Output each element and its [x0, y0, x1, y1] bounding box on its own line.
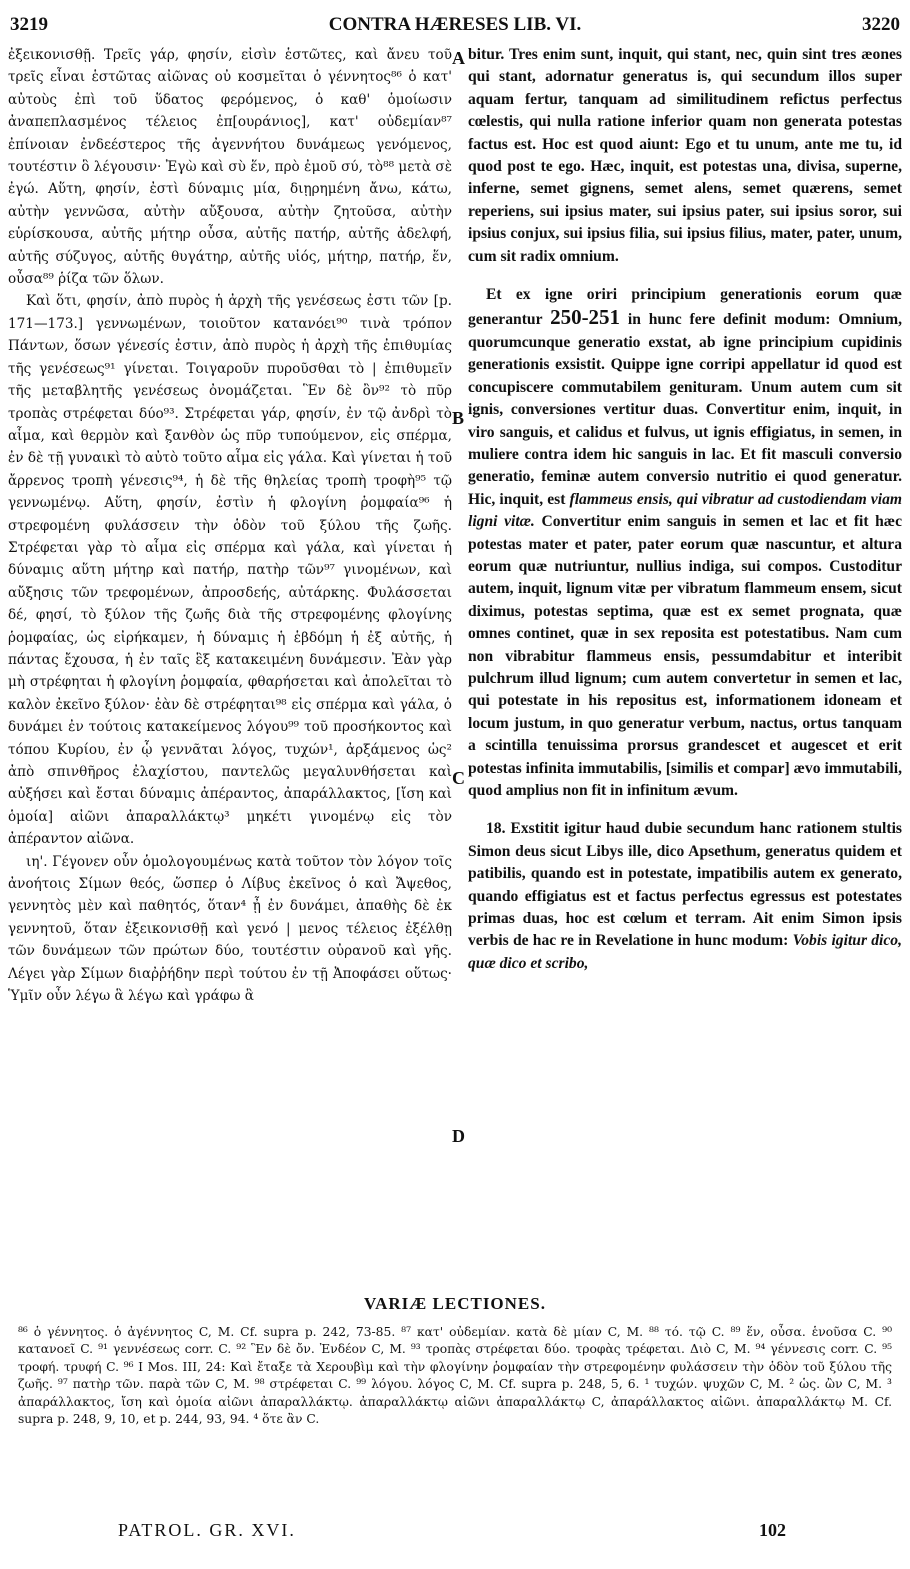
- latin-paragraph-3: [468, 818, 902, 975]
- greek-paragraph-3: ιη'. Γέγονεν οὖν ὁμολογουμένως κατὰ τοῦτον τὸν λόγον τοῖς ἀνοήτοις Σίμων θεός, ὥσπερ ὁ Λίβυς ἐκεῖνος ὁ καὶ Ἄψεθος, γεννητὸς μὲν καὶ παθητός, ὅταν⁴ ᾖ ἐν δυνάμει, ἀπαθὴς δὲ ἐκ γεννητοῦ, ὅταν ἐξεικονισθῇ καὶ γενό | μενος τέλειος ἐξέλθῃ τῶν δυνάμεων τῶν πρώτων δύο, τουτέστιν οὐρανοῦ καὶ γῆς. Λέγει γὰρ Σίμων διαῤῥήδην περὶ τούτου ἐν τῇ Ἀποφάσει οὕτως· Ὑμῖν οὖν λέγω ἃ λέγω καὶ γράφω ἃ: [8, 853, 452, 1005]
- latin-paragraph-1: bitur. Tres enim sunt, inquit, qui stant, nec, quin sint tres æones qui stant, adornatur generatus is, qui secundum illos super aquam fertur, tanquam ad similitudinem refictus perfectus cœlestis, qui nulla ratione inferior quam non generata potestas factus est. Hoc est quod aiunt: Ego et tu unum, ante me tu, id quod post te ego. Hæc, inquit, est potestas una, divisa, superne, inferne, semet gignens, semet alens, semet quærens, semet reperiens, sui ipsius mater, sui ipsius pater, sui ipsius soror, sui ipsius conjux, sui ipsius filia, sui ipsius filius, mater, pater, unum, cum sit radix omnium.: [468, 46, 902, 265]
- right-column-number: 3220: [862, 14, 900, 35]
- margin-letter-c: C: [452, 768, 465, 788]
- page-footer: [0, 1520, 910, 1546]
- left-column-number: 3219: [10, 14, 48, 35]
- variae-lectiones-title: VARIÆ LECTIONES.: [364, 1294, 546, 1313]
- greek-paragraph-2: Καὶ ὅτι, φησίν, ἀπὸ πυρὸς ἡ ἀρχὴ τῆς γενέσεως ἐστι τῶν [p. 171—173.] γεννωμένων, τοιοῦτον κατανόει⁹⁰ τινὰ τρόπον Πάντων, ὅσων γένεσίς ἐστιν, ἀπὸ πυρὸς ἡ ἀρχὴ τῆς ἐπιθυμίας τῆς γενέσεως⁹¹ γίνεται. Τοιγαροῦν πυροῦσθαι τὸ | ἐπιθυμεῖν τῆς μεταβλητῆς γενέσεως ὀνομάζεται. Ἓν δὲ ὂν⁹² τὸ πῦρ τροπὰς στρέφεται δύο⁹³. Στρέφεται γάρ, φησίν, ἐν τῷ ἀνδρὶ τὸ αἷμα, καὶ θερμὸν καὶ ξανθὸν ὡς πῦρ τυπούμενον, εἰς σπέρμα, ἐν δὲ τῇ γυναικὶ τὸ αὐτὸ τοῦτο αἷμα εἰς γάλα. Καὶ γίνεται ἡ τοῦ ἄρρενος τροπὴ γένεσις⁹⁴, ἡ δὲ τῆς θηλείας τροπὴ τροφὴ⁹⁵ τῷ γεννωμένῳ. Αὕτη, φησίν, ἐστὶν ἡ φλογίνη ῥομφαία⁹⁶ ἡ στρεφομένη φυλάσσειν τὴν ὁδὸν τοῦ ξύλου τῆς ζωῆς. Στρέφεται γὰρ τὸ αἷμα εἰς σπέρμα καὶ γάλα, καὶ γίνεται ἡ δύναμις αὕτη μήτηρ καὶ πατήρ, πατὴρ τῶν⁹⁷ γινομένων, καὶ αὔξησις τῶν τρεφομένων, ἀπροσδεής, αὐτάρκης. Φυλάσσεται δέ, φησί, τὸ ξύλον τῆς ζωῆς διὰ τῆς στρεφομένης φλογίνης ῥομφαίας, ὡς εἰρήκαμεν, ἡ δύναμις ἡ ἑβδόμη ἡ ἐξ αὐτῆς, ἡ πάντας ἔχουσα, ἡ ἐν ταῖς ἓξ κατακειμένη δυνάμεσιν. Ἐὰν γὰρ μὴ στρέφηται ἡ φλογίνη ῥομφαία, φθαρήσεται καὶ ἀπολεῖται τὸ καλὸν ἐκεῖνο ξύλον· ἐὰν δὲ στρέφηται⁹⁸ εἰς σπέρμα καὶ γάλα, ὁ δυνάμει ἐν τούτοις κατακείμενος λόγου⁹⁹ τοῦ προσήκοντος καὶ τόπου Κυρίου, ἐν ᾧ γεννᾶται λόγος, τυχών¹, ἀρξάμενος ὡς² ἀπὸ σπινθῆρος ἐλαχίστου, παντελῶς μεγαλυνθήσεται καὶ αὐξήσει καὶ ἔσται δύναμις ἀπέραντος, ἀπαράλλακτος, [ἴση καὶ ὁμοία] αἰῶνι ἀπαραλλάκτῳ³ μηκέτι γινομένῳ εἰς τὸν ἀπέραντον αἰῶνα.: [8, 293, 452, 848]
- footer-series: PATROL. GR. XVI.: [118, 1520, 296, 1540]
- running-header: [10, 14, 900, 40]
- margin-letter-a: A: [452, 48, 465, 68]
- margin-letter-d: D: [452, 1126, 465, 1146]
- latin-quote: flammeus ensis, qui vibratur ad custodiendam viam ligni vitæ.: [468, 490, 902, 531]
- page-reference-number: 250-251: [550, 305, 621, 330]
- latin-paragraph-2-middle: in hunc fere definit modum: Omnium, quorumcunque generatio exstat, ab igne principium cupidinis generationis exsistit. Quippe igne corripi appellatur id quod est concupiscere commutabilem genituram. Unum autem cum sit ignis, conversiones vertitur duas. Convertitur enim, inquit, in viro sanguis, et calidus et fulvus, ut ignis effigiatus, in semen, in muliere contra idem hic sanguis in lac. Et fit masculi conversio generatio, feminæ autem conversio nutritio ei quod generatur. Hic, inquit, est: [468, 311, 902, 508]
- greek-column: [8, 44, 452, 1007]
- greek-paragraph-1: ἐξεικονισθῇ. Τρεῖς γάρ, φησίν, εἰσὶν ἑστῶτες, καὶ ἄνευ τοῦ τρεῖς εἶναι ἑστῶτας αἰῶνας οὐ κοσμεῖται ὁ γέννητος⁸⁶ ὁ κατ' αὐτοὺς ἐπὶ τοῦ ὕδατος φερόμενος, ὁ καθ' ὁμοίωσιν ἀναπεπλασμένος τέλειος ἐπ[ουράνιος], κατ' οὐδεμίαν⁸⁷ ἐπίνοιαν ἐνδεέστερος τῆς ἀγεννήτου δυνάμεως γενόμενος, τουτέστιν ὃ λέγουσιν· Ἐγὼ καὶ σὺ ἕν, πρὸ ἐμοῦ σύ, τὸ⁸⁸ μετὰ σὲ ἐγώ. Αὕτη, φησίν, ἐστὶ δύναμις μία, διῃρημένη ἄνω, κάτω, αὐτὴν γεννῶσα, αὐτὴν αὔξουσα, αὐτὴν ζητοῦσα, αὐτὴν εὑρίσκουσα, αὐτῆς μήτηρ οὖσα, αὐτῆς πατήρ, αὐτῆς ἀδελφή, αὐτῆς σύζυγος, αὐτῆς θυγάτηρ, αὐτῆς υἱός, μήτηρ, πατήρ, ἕν, οὖσα⁸⁹ ῥίζα τῶν ὅλων.: [8, 47, 452, 288]
- latin-paragraph-2-end: Convertitur enim sanguis in semen et lac et fit hæc potestas mater et pater, pater eorum quæ nascuntur, et altura eorum quæ nutriuntur, nullius indiga, sui compos. Custoditur autem, inquit, lignum vitæ per vibratum flammeum ensem, sicut diximus, potestas septima, quæ est ex semet prognata, quæ omnes continet, quæ in sex reposita est potestatibus. Nam cum non vibrabitur flammeus ensis, pessumdabitur et interibit pulchrum illud lignum; cum autem convertetur in semen et lac, qui potestate in his repositus est, informationem idoneam et locum justum, in quo generatur verbum, nactus, ortus tanquam a scintilla tenuissima prorsus grandescet et augescet et erit potestas infinita immutabilis, [similis et compar] ævo immutabili, quod amplius non fit in infinitum ævum.: [468, 513, 902, 799]
- latin-paragraph-3-text: 18. Exstitit igitur haud dubie secundum hanc rationem stultis Simon deus sicut Libys ille, dico Apsethum, generatus quidem et patibilis, quando est in potestate, impatibilis autem ex generato, quando effigiatus est et factus perfectus egressus est potestates primas duas, hoc est cœlum et terram. Ait enim Simon ipsis verbis de hac re in Revelatione in hunc modum:: [468, 820, 902, 950]
- latin-paragraph-2-start: Et ex igne oriri principium generationis eorum quæ generantur: [468, 286, 902, 329]
- variae-lectiones-notes: ⁸⁶ ὁ γέννητος. ὁ ἀγέννητος C, M. Cf. supra p. 242, 73-85. ⁸⁷ κατ' οὐδεμίαν. κατὰ δὲ μίαν C, M. ⁸⁸ τό. τῷ C. ⁸⁹ ἕν, οὖσα. ἑνοῦσα C. ⁹⁰ κατανοεῖ C. ⁹¹ γεννέσεως corr. C. ⁹² Ἓν δὲ ὄν. Ἐνδέον C, M. ⁹³ τροπὰς στρέφεται δύο. τροφὰς τρέφεται. Διὸ C, M. ⁹⁴ γέννεσις corr. C. ⁹⁵ τροφή. τρυφή C. ⁹⁶ I Mos. III, 24: Καὶ ἔταξε τὰ Χερουβὶμ καὶ τὴν φλογίνην ῥομφαίαν τὴν στρεφομένην φυλάσσειν τὴν ὁδὸν τοῦ ξύλου τῆς ζωῆς. ⁹⁷ πατὴρ τῶν. παρὰ τῶν C, M. ⁹⁸ στρέφεται C. ⁹⁹ λόγου. λόγος C, M. Cf. supra p. 248, 5, 6. ¹ τυχών. ψυχῶν C, M. ² ὡς. ὢν C, M. ³ ἀπαράλλακτος, ἴση καὶ ὁμοία αἰῶνι ἀπαραλλάκτῳ. ἀπαραλλάκτῳ αἰῶνι ἀπαραλλάκτῳ C, ἀπαράλλακτος αἰῶνι. ἀπαραλλάκτῳ M. Cf. supra p. 248, 9, 10, et p. 244, 93, 94. ⁴ ὅτε ἂν C.: [18, 1325, 892, 1427]
- footer-page-number: 102: [759, 1520, 786, 1540]
- page-title: CONTRA HÆRESES LIB. VI.: [328, 14, 582, 35]
- latin-column: [468, 44, 902, 975]
- latin-paragraph-2: [468, 284, 902, 802]
- margin-letter-b: B: [452, 408, 465, 428]
- latin-quote-2: Vobis igitur dico, quæ dico et scribo,: [468, 932, 902, 972]
